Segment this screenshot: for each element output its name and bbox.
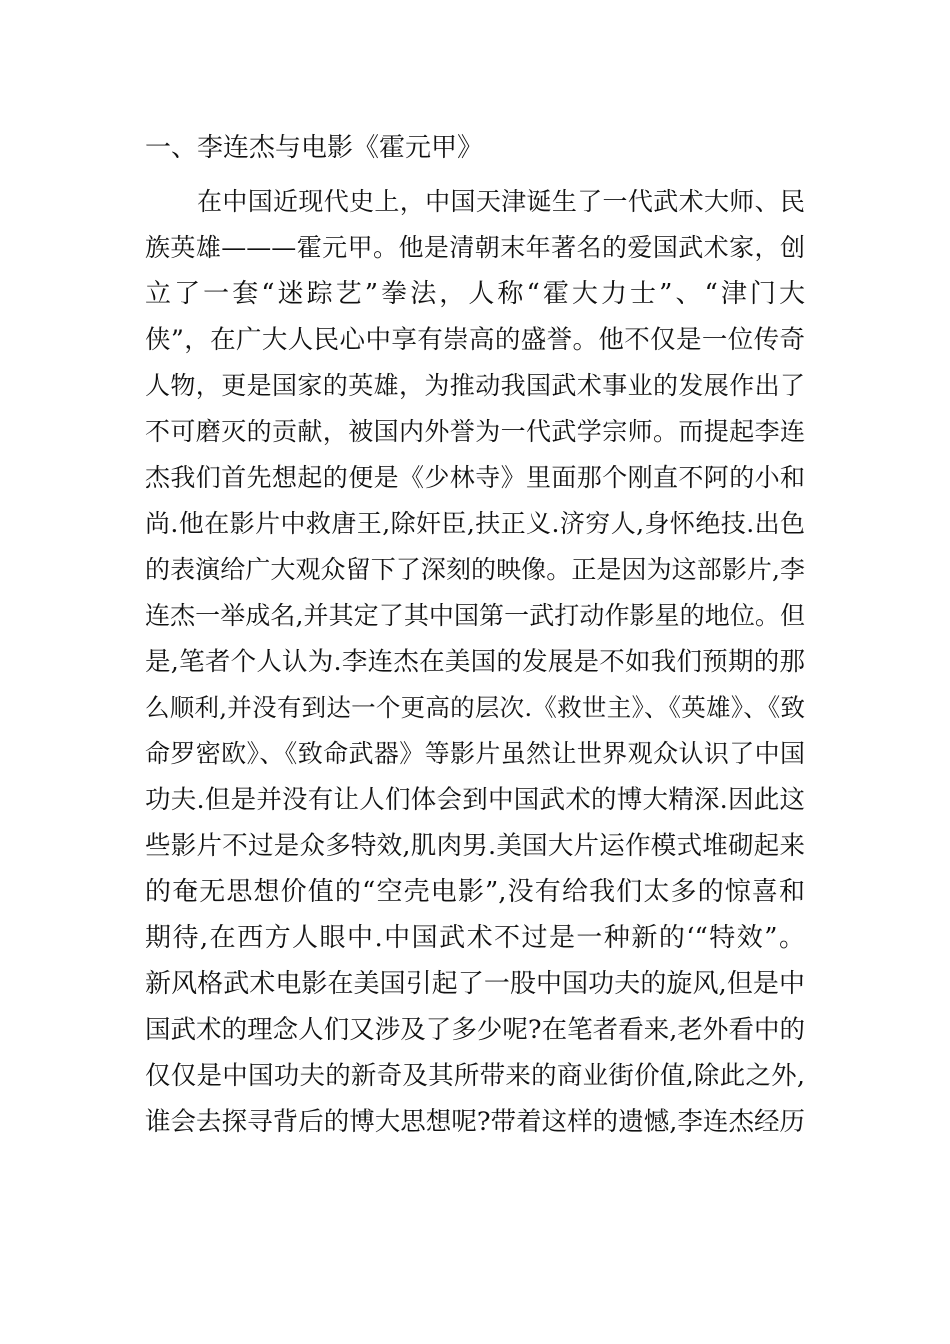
paragraph-line: 么顺利,并没有到达一个更高的层次.《救世主》、《英雄》、《致 xyxy=(145,693,805,722)
paragraph-line: 期待,在西方人眼中.中国武术不过是一种新的‘“特效”。 xyxy=(145,923,805,953)
paragraph-line: 国武术的理念人们又涉及了多少呢?在笔者看来,老外看中的 xyxy=(145,1015,805,1045)
paragraph-line: 些影片不过是众多特效,肌肉男.美国大片运作模式堆砌起来 xyxy=(145,831,805,861)
paragraph-line: 在中国近现代史上，中国天津诞生了一代武术大师、民 xyxy=(197,187,805,216)
paragraph-line: 仅仅是中国功夫的新奇及其所带来的商业街价值,除此之外, xyxy=(145,1061,805,1091)
paragraph-line: 功夫.但是并没有让人们体会到中国武术的博大精深.因此这 xyxy=(145,785,805,815)
paragraph-line: 不可磨灭的贡献，被国内外誉为一代武学宗师。而提起李连 xyxy=(145,417,805,446)
paragraph-line: 杰我们首先想起的便是《少林寺》里面那个刚直不阿的小和 xyxy=(145,463,805,492)
paragraph-line: 的表演给广大观众留下了深刻的映像。正是因为这部影片,李 xyxy=(145,555,805,584)
paragraph-line: 命罗密欧》、《致命武器》等影片虽然让世界观众认识了中国 xyxy=(145,739,805,768)
paragraph-line: 人物，更是国家的英雄，为推动我国武术事业的发展作出了 xyxy=(145,371,805,400)
paragraph-line: 新风格武术电影在美国引起了一股中国功夫的旋风,但是中 xyxy=(145,969,805,999)
paragraph-line: 族英雄———霍元甲。他是清朝末年著名的爱国武术家，创 xyxy=(145,233,805,262)
paragraph-line: 谁会去探寻背后的博大思想呢?带着这样的遗憾,李连杰经历 xyxy=(145,1107,805,1137)
paragraph-line: 连杰一举成名,并其定了其中国第一武打动作影星的地位。但 xyxy=(145,601,805,630)
paragraph-line: 尚.他在影片中救唐王,除奸臣,扶正义.济穷人,身怀绝技.出色 xyxy=(145,509,805,538)
paragraph-line: 的奄无思想价值的“空壳电影”,没有给我们太多的惊喜和 xyxy=(145,877,805,907)
section-heading: 一、李连杰与电影《霍元甲》 xyxy=(145,133,484,163)
paragraph-line: 是,笔者个人认为.李连杰在美国的发展是不如我们预期的那 xyxy=(145,647,805,677)
paragraph-line: 立了一套“迷踪艺”拳法，人称“霍大力士”、“津门大 xyxy=(145,279,805,309)
paragraph-line: 侠”，在广大人民心中享有崇高的盛誉。他不仅是一位传奇 xyxy=(145,325,805,355)
